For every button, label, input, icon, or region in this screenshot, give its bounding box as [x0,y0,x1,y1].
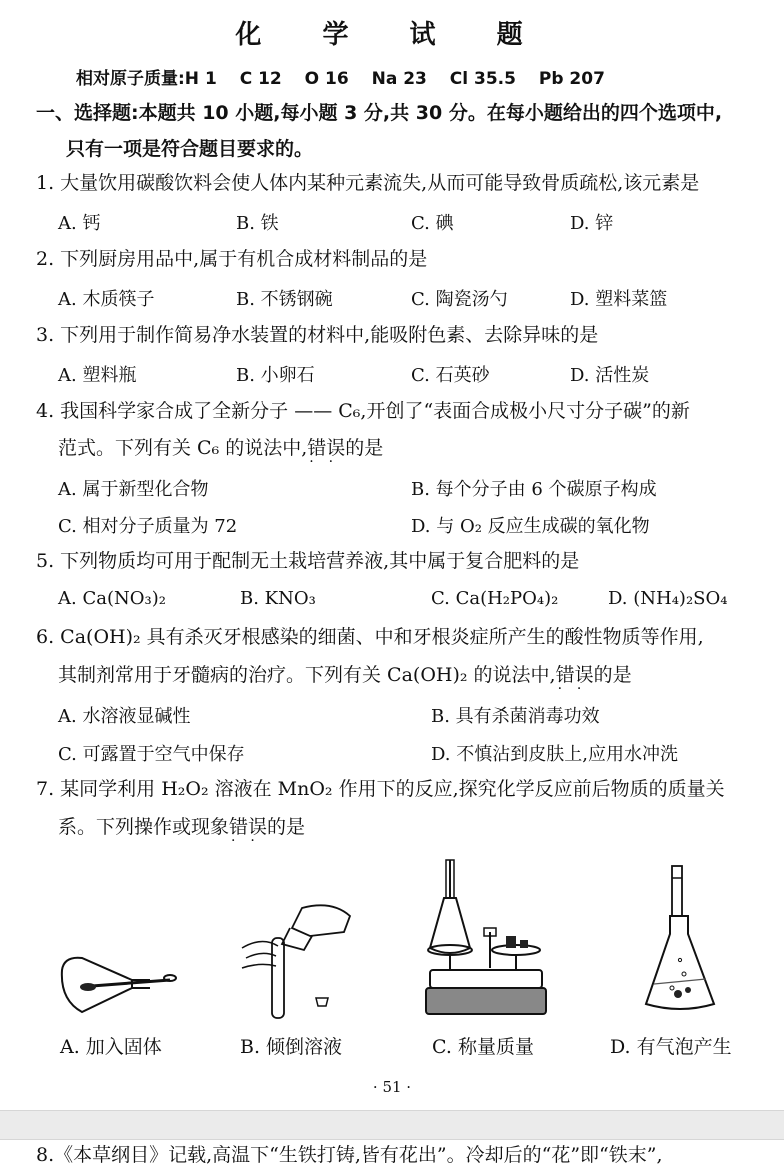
next-page [0,1140,784,1168]
q6-stem-prefix: 其制剂常用于牙髓病的治疗。下列有关 Ca(OH)₂ 的说法中, [58,664,556,686]
q4-stem-suffix: 的是 [345,437,384,459]
q6-stem-suffix: 的是 [593,664,632,686]
q1-option-d: D. 锌 [570,213,614,234]
q2-option-d: D. 塑料菜篮 [570,289,668,310]
q7-stem-suffix: 的是 [267,816,306,838]
q7-stem-prefix: 系。下列操作或现象 [58,816,230,838]
section-heading-line1: 一、选择题:本题共 10 小题,每小题 3 分,共 30 分。在每小题给出的四个选项中, [36,102,723,124]
question-3-stem: 3. 下列用于制作简易净水装置的材料中,能吸附色素、去除异味的是 [36,324,599,346]
figure-c-balance [424,858,554,1018]
figure-a-caption: A. 加入固体 [60,1036,162,1058]
q5-option-d: D. (NH₄)₂SO₄ [608,588,728,609]
q1-option-a: A. 钙 [58,213,101,234]
q6-option-c: C. 可露置于空气中保存 [58,744,245,765]
q4-emphasis-word: 错误 · · [307,437,345,459]
figure-d-flask-bubbles [636,864,726,1014]
atomic-masses: 相对原子质量:H 1 C 12 O 16 Na 23 Cl 35.5 Pb 207 [76,69,605,89]
figure-c-caption: C. 称量质量 [432,1036,534,1058]
question-7-stem-line1: 7. 某同学利用 H₂O₂ 溶液在 MnO₂ 作用下的反应,探究化学反应前后物质的质量关 [36,778,725,800]
q3-option-b: B. 小卵石 [236,365,315,386]
q3-option-d: D. 活性炭 [570,365,650,386]
q4-stem-prefix: 范式。下列有关 C₆ 的说法中, [58,437,308,459]
figure-b-caption: B. 倾倒溶液 [240,1036,343,1058]
q5-option-b: B. KNO₃ [240,588,316,609]
question-2-stem: 2. 下列厨房用品中,属于有机合成材料制品的是 [36,248,428,270]
q4-option-b: B. 每个分子由 6 个碳原子构成 [411,479,657,500]
q2-option-a: A. 木质筷子 [58,289,155,310]
question-4-stem-line2 [58,437,383,459]
question-6-stem-line2 [58,664,632,686]
q7-emphasis-word: 错误 · · [229,816,267,838]
q3-option-a: A. 塑料瓶 [58,365,137,386]
page-separator [0,1110,784,1140]
q1-option-c: C. 碘 [411,213,454,234]
page-number: · 51 · [372,1078,412,1096]
question-4-stem-line1: 4. 我国科学家合成了全新分子 —— C₆,开创了“表面合成极小尺寸分子碳”的新 [36,400,690,422]
q5-option-c: C. Ca(H₂PO₄)₂ [431,588,559,609]
figure-b-pouring [232,898,362,1023]
question-1-stem: 1. 大量饮用碳酸饮料会使人体内某种元素流失,从而可能导致骨质疏松,该元素是 [36,172,700,194]
q3-option-c: C. 石英砂 [411,365,490,386]
question-6-stem-line1: 6. Ca(OH)₂ 具有杀灭牙根感染的细菌、中和牙根炎症所产生的酸性物质等作用, [36,626,704,648]
q6-option-d: D. 不慎沾到皮肤上,应用水冲洗 [431,744,678,765]
q2-option-c: C. 陶瓷汤勺 [411,289,508,310]
q4-option-c: C. 相对分子质量为 72 [58,516,238,537]
q5-option-a: A. Ca(NO₃)₂ [58,588,166,609]
q1-option-b: B. 铁 [236,213,279,234]
q6-option-a: A. 水溶液显碱性 [58,706,191,727]
page-title: 化 学 试 题 [235,20,549,50]
question-7-stem-line2 [58,816,305,838]
question-8-stem: 8.《本草纲目》记载,高温下“生铁打铸,皆有花出”。冷却后的“花”即“铁末”, [36,1144,663,1166]
q6-option-b: B. 具有杀菌消毒功效 [431,706,600,727]
q6-emphasis-word: 错误 · · [556,664,594,686]
figure-d-caption: D. 有气泡产生 [610,1036,732,1058]
q4-option-a: A. 属于新型化合物 [58,479,209,500]
section-heading-line2: 只有一项是符合题目要求的。 [66,138,314,160]
question-5-stem: 5. 下列物质均可用于配制无土栽培营养液,其中属于复合肥料的是 [36,550,580,572]
q4-option-d: D. 与 O₂ 反应生成碳的氧化物 [411,516,650,537]
figure-a-flask-spoon [52,950,182,1025]
q2-option-b: B. 不锈钢碗 [236,289,333,310]
